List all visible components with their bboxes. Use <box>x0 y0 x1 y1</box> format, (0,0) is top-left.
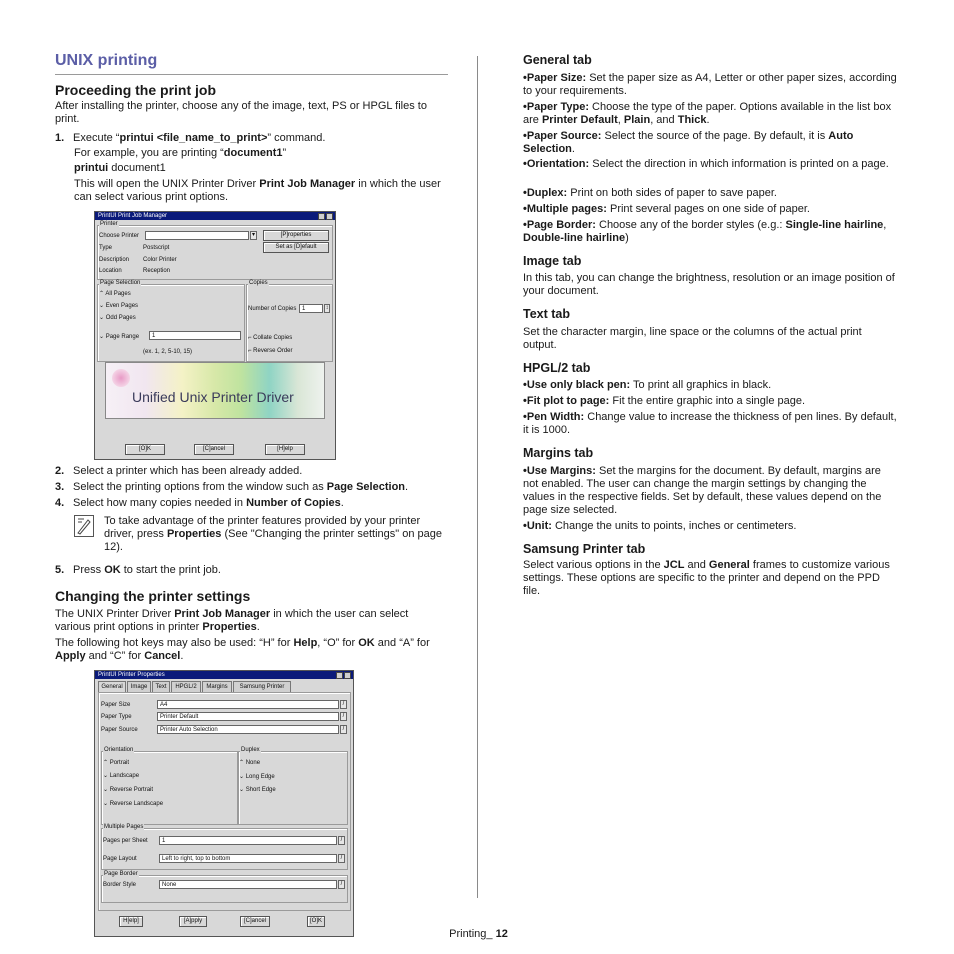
chevron-down-icon[interactable]: ▾ <box>251 232 255 238</box>
bullet-text: Change value to increase the thickness of pen lines. By default, it is 1000. <box>523 411 897 436</box>
samsung-text: Select various options in the <box>523 559 664 571</box>
example-doc: document1 <box>223 147 283 159</box>
example-text: ” <box>282 147 287 159</box>
driver-banner <box>105 362 325 419</box>
cancel-button[interactable]: [C]ancel <box>194 444 234 455</box>
bullet-text: Set the margins for the document. By default, margins are not enabled. The user can change the margin settings by changing the values in the respective fields. Set by default, these values depend on the page size selected. <box>523 465 882 516</box>
command-line <box>74 162 166 175</box>
page-range-radio[interactable]: ⌄ Page Range <box>99 334 140 340</box>
paper-size-select[interactable]: A4 <box>157 700 339 709</box>
step-text: to start the print job. <box>120 564 221 576</box>
samsung-text: frames to customize various settings. These options are specific to the printer and depend on the PPD file. <box>523 559 890 597</box>
minimize-icon[interactable] <box>336 672 343 679</box>
location-label: Location <box>99 268 122 274</box>
bullet-text: , and <box>650 114 678 126</box>
bullet-label: •Page Border: <box>523 219 596 231</box>
p2-text: and “C” for <box>85 650 145 662</box>
portrait-radio[interactable]: ⌃ Portrait <box>103 760 130 766</box>
changing-paragraph-2 <box>55 637 447 663</box>
bullet-text: Print several pages on one side of paper. <box>606 203 810 215</box>
open-paragraph <box>74 178 450 204</box>
step-number: 3. <box>55 481 65 493</box>
tab-text[interactable]: Text <box>152 681 170 692</box>
note-text <box>104 515 450 554</box>
open-text: in which the user can select various print options. <box>74 178 441 203</box>
page-layout-label: Page Layout <box>103 856 137 862</box>
chevron-down-icon[interactable]: / <box>338 854 345 863</box>
chevron-down-icon[interactable]: / <box>340 700 347 709</box>
heading-margins-tab: Margins tab <box>523 446 594 460</box>
bullet-text: Set the paper size as A4, Letter or other paper sizes, according to your requirements. <box>523 72 897 97</box>
chevron-down-icon[interactable]: / <box>338 836 345 845</box>
bullet-unit <box>523 520 898 533</box>
page-border-label: Page Border <box>104 871 138 877</box>
reverse-landscape-radio[interactable]: ⌄ Reverse Landscape <box>103 801 164 807</box>
printer-group-label: Printer <box>100 221 118 227</box>
properties-button[interactable]: [P]roperties <box>263 230 329 241</box>
dialog-title: PrintUI Print Job Manager <box>98 213 168 219</box>
bullet-text: Change the units to points, inches or centimeters. <box>551 520 797 532</box>
step-bold: Page Selection <box>326 481 406 493</box>
step-2 <box>55 465 302 478</box>
even-pages-radio[interactable]: ⌄ Even Pages <box>99 303 139 309</box>
minimize-icon[interactable] <box>318 213 325 220</box>
copies-label: Copies <box>249 280 268 286</box>
bullet-label: •Use Margins: <box>523 465 596 477</box>
note-part: (See "Changing the printer settings" on page 12). <box>104 528 443 553</box>
note-bold: Properties <box>166 528 222 540</box>
bullet-label: •Use only black pen: <box>523 379 631 391</box>
samsung-tab-text <box>523 559 898 598</box>
odd-pages-label: Odd Pages <box>105 315 136 321</box>
dialog-titlebar <box>95 212 335 220</box>
odd-pages-radio[interactable]: ⌄ Odd Pages <box>99 315 136 321</box>
bullet-bold: Auto Selection <box>523 130 854 155</box>
all-pages-label: All Pages <box>105 291 131 297</box>
bullet-duplex <box>523 187 898 200</box>
bullet-text: ) <box>625 232 629 244</box>
hotkey-apply: Apply <box>55 650 86 662</box>
bullet-bold: Thick <box>677 114 707 126</box>
command-bold: printui <box>74 162 109 174</box>
bullet-bold: Printer Default <box>541 114 618 126</box>
tab-image[interactable]: Image <box>127 681 151 692</box>
bullet-paper-source <box>523 130 898 156</box>
changing-paragraph-1 <box>55 608 445 634</box>
page-range-label: Page Range <box>105 334 140 340</box>
heading-text-tab: Text tab <box>523 307 570 321</box>
bullet-text: Choose the type of the paper. Options available in the list box are <box>523 101 892 126</box>
apply-button[interactable]: [A]pply <box>179 916 207 927</box>
page-footer <box>443 915 508 941</box>
spinner-icon[interactable]: ↕ <box>325 305 329 311</box>
bullet-text: Choose any of the border styles (e.g.: <box>595 219 786 231</box>
portrait-label: Portrait <box>109 760 130 766</box>
close-icon[interactable] <box>344 672 351 679</box>
bullet-label: •Pen Width: <box>523 411 585 423</box>
step-text: ” command. <box>267 132 326 144</box>
p2-text: , “O” for <box>317 637 359 649</box>
tab-general[interactable]: General <box>98 681 126 692</box>
step-text: Select the printing options from the window such as <box>73 481 327 493</box>
page-selection-label: Page Selection <box>100 280 141 286</box>
p2-text: and “A” for <box>374 637 430 649</box>
close-icon[interactable] <box>326 213 333 220</box>
bullet-use-margins <box>523 465 898 517</box>
step-command: printui <file_name_to_print> <box>119 132 268 144</box>
border-style-label: Border Style <box>103 882 137 888</box>
ok-button[interactable]: [O]K <box>307 916 325 927</box>
step-3 <box>55 481 408 494</box>
bullet-text: Print on both sides of paper to save paper. <box>567 187 777 199</box>
step-number: 1. <box>55 132 65 144</box>
dialog-titlebar <box>95 671 353 679</box>
step-4 <box>55 497 344 510</box>
bullet-label: •Orientation: <box>523 158 590 170</box>
hotkey-cancel: Cancel <box>144 650 181 662</box>
text-tab-text: Set the character margin, line space or the columns of the actual print output. <box>523 326 862 351</box>
p1-text: . <box>256 621 260 633</box>
description-value: Color Printer <box>143 257 177 263</box>
bullet-orientation <box>523 158 898 171</box>
note-part: To take advantage of the printer features provided by your printer driver, press <box>104 515 421 540</box>
heading-general-tab: General tab <box>523 53 592 67</box>
range-hint: (ex. 1, 2, 5-10, 15) <box>143 349 193 355</box>
hotkey-help: Help <box>293 637 318 649</box>
cancel-button[interactable]: [C]ancel <box>240 916 270 927</box>
step-number: 4. <box>55 497 65 509</box>
bullet-label: •Duplex: <box>523 187 568 199</box>
step-bold: OK <box>104 564 121 576</box>
step-number: 2. <box>55 465 65 477</box>
bullet-text: . <box>706 114 710 126</box>
example-line <box>74 147 286 160</box>
bullet-multiple-pages <box>523 203 898 216</box>
bullet-paper-type <box>523 101 898 127</box>
reverse-portrait-radio[interactable]: ⌄ Reverse Portrait <box>103 787 154 793</box>
bullet-pen-width <box>523 411 898 437</box>
long-edge-label: Long Edge <box>245 774 275 780</box>
image-tab-text: In this tab, you can change the brightness, resolution or an image position of your document. <box>523 272 895 297</box>
help-button[interactable]: [H]elp <box>265 444 305 455</box>
tab-margins[interactable]: Margins <box>202 681 232 692</box>
command-rest: document1 <box>108 162 166 174</box>
long-edge-radio[interactable]: ⌄ Long Edge <box>239 774 275 780</box>
heading-image-tab: Image tab <box>523 254 582 268</box>
paper-type-select[interactable]: Printer Default <box>157 712 339 721</box>
step-bold: Number of Copies <box>246 497 341 509</box>
p1-text: in which the user can select various print options in printer <box>55 608 409 633</box>
page-layout-select[interactable]: Left to right, top to bottom <box>159 854 337 863</box>
banner-text: Unified Unix Printer Driver <box>132 389 294 405</box>
bullet-label: •Paper Size: <box>523 72 587 84</box>
p1-bold: Print Job Manager <box>174 608 271 620</box>
bullet-black-pen <box>523 379 898 392</box>
p2-text: The following hot keys may also be used: “H” for <box>55 637 294 649</box>
all-pages-radio[interactable]: ⌃ All Pages <box>99 291 131 297</box>
ok-button[interactable]: [O]K <box>125 444 165 455</box>
step-5 <box>55 564 221 577</box>
reverse-landscape-label: Reverse Landscape <box>109 801 164 807</box>
step-text: . <box>405 481 409 493</box>
help-button[interactable]: H[elp] <box>119 916 143 927</box>
step-text: . <box>340 497 344 509</box>
open-text: This will open the UNIX Printer Driver <box>74 178 260 190</box>
number-of-copies-label: Number of Copies <box>248 306 297 312</box>
heading-samsung-tab: Samsung Printer tab <box>523 542 646 556</box>
border-style-select[interactable]: None <box>159 880 337 889</box>
bullet-bold: Double-line hairline <box>523 232 626 244</box>
short-edge-radio[interactable]: ⌄ Short Edge <box>239 787 276 793</box>
p1-text: The UNIX Printer Driver <box>55 608 175 620</box>
bullet-fit-plot <box>523 395 898 408</box>
description-label: Description <box>99 257 130 263</box>
printer-properties-dialog <box>94 670 354 937</box>
duplex-none-label: None <box>245 760 261 766</box>
step-text: Select how many copies needed in <box>73 497 247 509</box>
bullet-label: •Unit: <box>523 520 552 532</box>
chevron-down-icon[interactable]: / <box>338 880 345 889</box>
type-value: Postscript <box>143 245 170 251</box>
choose-printer-field[interactable] <box>145 231 249 240</box>
bullet-text: , <box>883 219 887 231</box>
tab-hpgl[interactable]: HPGL/2 <box>171 681 201 692</box>
heading-proceeding: Proceeding the print job <box>55 82 217 98</box>
landscape-radio[interactable]: ⌄ Landscape <box>103 773 140 779</box>
bullet-label: •Fit plot to page: <box>523 395 610 407</box>
paper-source-select[interactable]: Printer Auto Selection <box>157 725 339 734</box>
collate-label: Collate Copies <box>253 335 293 341</box>
open-bold: Print Job Manager <box>259 178 356 190</box>
column-divider <box>477 56 478 898</box>
proceeding-intro: After installing the printer, choose any of the image, text, PS or HPGL files to print. <box>55 100 427 125</box>
pages-per-sheet-select[interactable]: 1 <box>159 836 337 845</box>
multiple-pages-label: Multiple Pages <box>104 824 144 830</box>
bullet-text: , <box>617 114 624 126</box>
bullet-text: Select the direction in which information is printed on a page. <box>589 158 889 170</box>
duplex-none-radio[interactable]: ⌃ None <box>239 760 261 766</box>
reverse-checkbox[interactable]: ⌐ Reverse Order <box>248 348 293 354</box>
reverse-label: Reverse Order <box>253 348 293 354</box>
duplex-label: Duplex <box>241 747 260 753</box>
banner-logo-icon <box>112 369 130 387</box>
section-title: UNIX printing <box>55 52 158 69</box>
reverse-portrait-label: Reverse Portrait <box>109 787 154 793</box>
p2-text: . <box>180 650 184 662</box>
bullet-label: •Multiple pages: <box>523 203 607 215</box>
chevron-down-icon[interactable]: / <box>340 725 347 734</box>
collate-checkbox[interactable]: ⌐ Collate Copies <box>248 335 293 341</box>
bullet-text: Select the source of the page. By default, it is <box>601 130 829 142</box>
tab-samsung-printer[interactable]: Samsung Printer <box>233 681 291 692</box>
note-icon <box>74 515 94 537</box>
example-text: For example, you are printing “ <box>74 147 224 159</box>
landscape-label: Landscape <box>109 773 140 779</box>
step-1 <box>55 132 450 145</box>
set-default-button[interactable]: Set as [D]efault <box>263 242 329 253</box>
bullet-bold: Single-line hairline <box>785 219 884 231</box>
paper-source-label: Paper Source <box>101 727 138 733</box>
heading-changing: Changing the printer settings <box>55 588 251 604</box>
bullet-label: •Paper Type: <box>523 101 589 113</box>
location-value: Reception <box>143 268 171 274</box>
even-pages-label: Even Pages <box>105 303 139 309</box>
paper-type-label: Paper Type <box>101 714 132 720</box>
page-range-input[interactable]: 1 <box>149 331 241 340</box>
title-rule <box>55 74 448 75</box>
p1-bold: Properties <box>202 621 257 633</box>
step-text: Press <box>73 564 105 576</box>
orientation-label: Orientation <box>104 747 134 753</box>
step-text: Execute “ <box>73 132 120 144</box>
bullet-bold: Plain <box>623 114 651 126</box>
bullet-label: •Paper Source: <box>523 130 602 142</box>
bullet-page-border <box>523 219 898 245</box>
step-text: Select a printer which has been already added. <box>73 465 303 477</box>
heading-hpgl-tab: HPGL/2 tab <box>523 361 591 375</box>
type-label: Type <box>99 245 113 251</box>
bullet-paper-size <box>523 72 898 98</box>
samsung-text: and <box>684 559 709 571</box>
chevron-down-icon[interactable]: / <box>340 712 347 721</box>
samsung-bold: General <box>708 559 750 571</box>
bullet-text: To print all graphics in black. <box>630 379 772 391</box>
bullet-text: . <box>571 143 575 155</box>
bullet-text: Fit the entire graphic into a single page. <box>609 395 806 407</box>
page-number: 12 <box>495 928 508 940</box>
hotkey-ok: OK <box>358 637 375 649</box>
number-of-copies-input[interactable]: 1 <box>299 304 323 313</box>
short-edge-label: Short Edge <box>245 787 276 793</box>
step-number: 5. <box>55 564 65 576</box>
choose-printer-label: Choose Printer <box>99 233 140 239</box>
paper-size-label: Paper Size <box>101 702 131 708</box>
dialog-title: PrintUI Printer Properties <box>98 672 165 678</box>
print-job-manager-dialog <box>94 211 336 460</box>
footer-label: Printing_ <box>449 928 496 940</box>
pages-per-sheet-label: Pages per Sheet <box>103 838 148 844</box>
samsung-bold: JCL <box>663 559 685 571</box>
